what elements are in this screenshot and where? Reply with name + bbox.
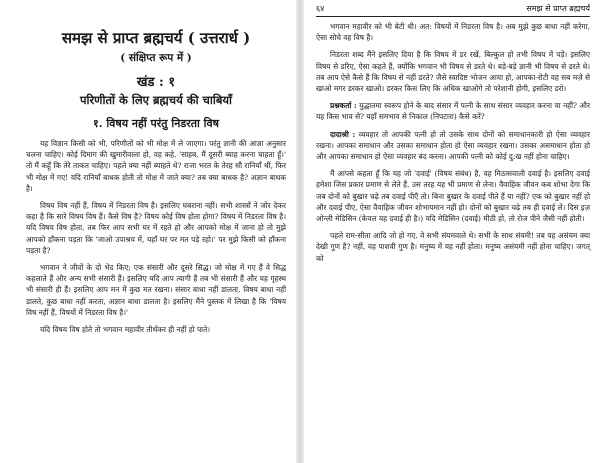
right-paragraph: निडरता शब्द मैंने इसलिए दिया है कि विषय में डर रखें, बिल्कुल हो तभी विषय में पड़ें। इसलिए विषय से डरिए, ऐसा कहते हैं, क्योंकि भगवान भी विषय से डरते थे। बड़े-बड़े ज्ञानी भी विषय से डरते थे। तब आप ऐसे कैसे हैं कि विषय से नहीं डरते? जैसे स्वादिष्ट भोजन आया हो, आपका-रोटी वह सब मज़े से खाओ मगर डरकर खाओ। डरकर किस लिए कि अधिक खाओगे तो परेशानी होगी, इसलिए डरो।	[316, 50, 590, 94]
running-head	[316, 0, 590, 17]
left-paragraph: भगवान ने जीवों के दो भेद किए; एक संसारी और दूसरे सिद्ध। जो मोक्ष में गए हैं वे सिद्ध कहलाते हैं और अन्य सभी संसारी हैं। इसलिए यदि आप त्यागी हैं तब भी संसारी हैं और यह गृहस्थ भी संसारी ही हैं। इसलिए आप मन में कुछ मत रखना। संसार बाधा नहीं डालता, विषय बाधा नहीं डालते, कुछ बाधा नहीं करता, अज्ञान बाधा डालता है। इसलिए मैंने पुस्तक में लिखा है कि 'विषय विष नहीं हैं, विषयों में निडरता विष है।'	[26, 263, 286, 317]
running-head-title: समझ से प्राप्त ब्रह्मचर्य	[526, 4, 590, 13]
left-paragraph: यह विज्ञान किसी को भी, परिणीतों को भी मोक्ष में ले जाएगा। परंतु ज्ञानी की आज्ञा अनुसार चलना चाहिए। कोई दिमाग की खुमारीवाला हो, वह कहे, 'साहब, मैं दूसरी ब्याह करना चाहता हूँ।' तो मैं कहूँ कि तेरे ताकत चाहिए। पहले क्या नहीं ब्याहते थे? राजा भरत के तेरह सौ रानियाँ थीं, फिर भी मोक्ष में गए! यदि रानियाँ बाधक होती तो मोक्ष में जाते क्या? तब क्या बाधक है? अज्ञान बाधक है।	[26, 139, 286, 193]
qa-block	[316, 100, 590, 122]
qa-block	[316, 129, 590, 163]
qa-speaker: दादाश्री :	[330, 129, 356, 139]
book-subtitle: ( संक्षिप्त रूप में )	[120, 52, 192, 64]
right-paragraph: मैं आपसे कहता हूँ कि यह जो 'दवाई' (विषय संबंध) है, वह मिठासवाली दवाई है। इसलिए दवाई हमेशा जिस प्रकार प्रमाण से लेते हैं, उस तरह यह भी प्रमाण से लेना। वैवाहिक जीवन कब शोभा देगा कि जब दोनों को बुखार चढ़े तब दवाई पीएँ तो। बिना बुखार के दवाई पीते हैं या नहीं? एक को बुखार नहीं हो और दवाई पीए, ऐसा वैवाहिक जीवन शोभायमान नहीं हो। दोनों को बुखार चढ़े तब ही दवाई लें। दिस इज़ ओन्ली मेडिसिन (केवल यह दवाई ही है।) यदि मेडिसिन (दवाई) मीठी हो, तो रोज पीने जैसी नहीं होती।	[316, 169, 590, 224]
left-paragraph: यदि विषय विष होते तो भगवान महावीर तीर्थंकर ही नहीं हो पाते।	[40, 325, 211, 335]
khand-title: परिणीतों के लिए ब्रह्मचर्य की चाबियाँ	[79, 93, 233, 107]
page-number: ६४	[316, 4, 325, 13]
qa-text: व्यवहार तो आपकी पत्नी हो तो उसके साथ दोनों को समाधानकारी हो ऐसा व्यवहार रखना। आपका समाधान और उसका समाधान होता हो ऐसा व्यवहार रखना। उसका असमाधान होता हो और आपका समाधान हो ऐसा व्यवहार बंद करना। आपकी पत्नी को कोई दु:ख नहीं होना चाहिए।	[316, 129, 590, 162]
right-paragraph: भगवान महावीर को भी बेटी थी। अत: विषयों में निडरता विष है। अब मुझे कुछ बाधा नहीं करेगा, ऐसा सोचे वह विष है।	[316, 22, 590, 43]
book-title: समझ से प्राप्त ब्रह्मचर्य ( उत्तरार्ध )	[61, 29, 251, 47]
right-page	[304, 0, 600, 463]
qa-speaker: प्रश्नकर्ता :	[330, 101, 357, 111]
right-paragraph: पहले राम-सीता आदि जो हो गए, वे सभी संयमवाले थे। सभी के साथ संयमी! तब यह असंयम क्या देखी गुण है? नहीं, वह पाशवी गुण है। मनुष्य में यह नहीं होता। मनुष्य असंयमी नहीं होना चाहिए। जगत् को	[316, 231, 590, 263]
left-paragraph: विषय विष नहीं हैं, विषय में निडरता विष है। इसलिए घबराना नहीं। सभी शास्त्रों ने जोर देकर कहा है कि सारे विषय विष हैं। कैसे विष है? विषय कोई विष होता होगा? विषय में निडरता विष है। यदि विषय विष होता, तब फिर आप सभी घर में रहते हो और आपको मोक्ष में जाना हो तो मुझे आपको हाँकना पड़ता कि 'जाओ उपाश्रय में, यहाँ घर पर मत पड़े रहो।' पर मुझे किसी को हाँकना पड़ता है?	[26, 201, 286, 255]
book-gutter	[296, 0, 304, 463]
section-title: १. विषय नहीं परंतु निडरता विष	[93, 117, 219, 130]
qa-text: युद्धातमा स्वरूप होने के बाद संसार में पत्नी के साथ संसार व्यवहार करना या नहीं? और यह किस भाव से? यहाँ समभाव से निकाल (निपटारा) कैसे करें?	[316, 101, 590, 122]
left-page	[0, 0, 296, 463]
khand-label: खंड : १	[136, 75, 176, 90]
